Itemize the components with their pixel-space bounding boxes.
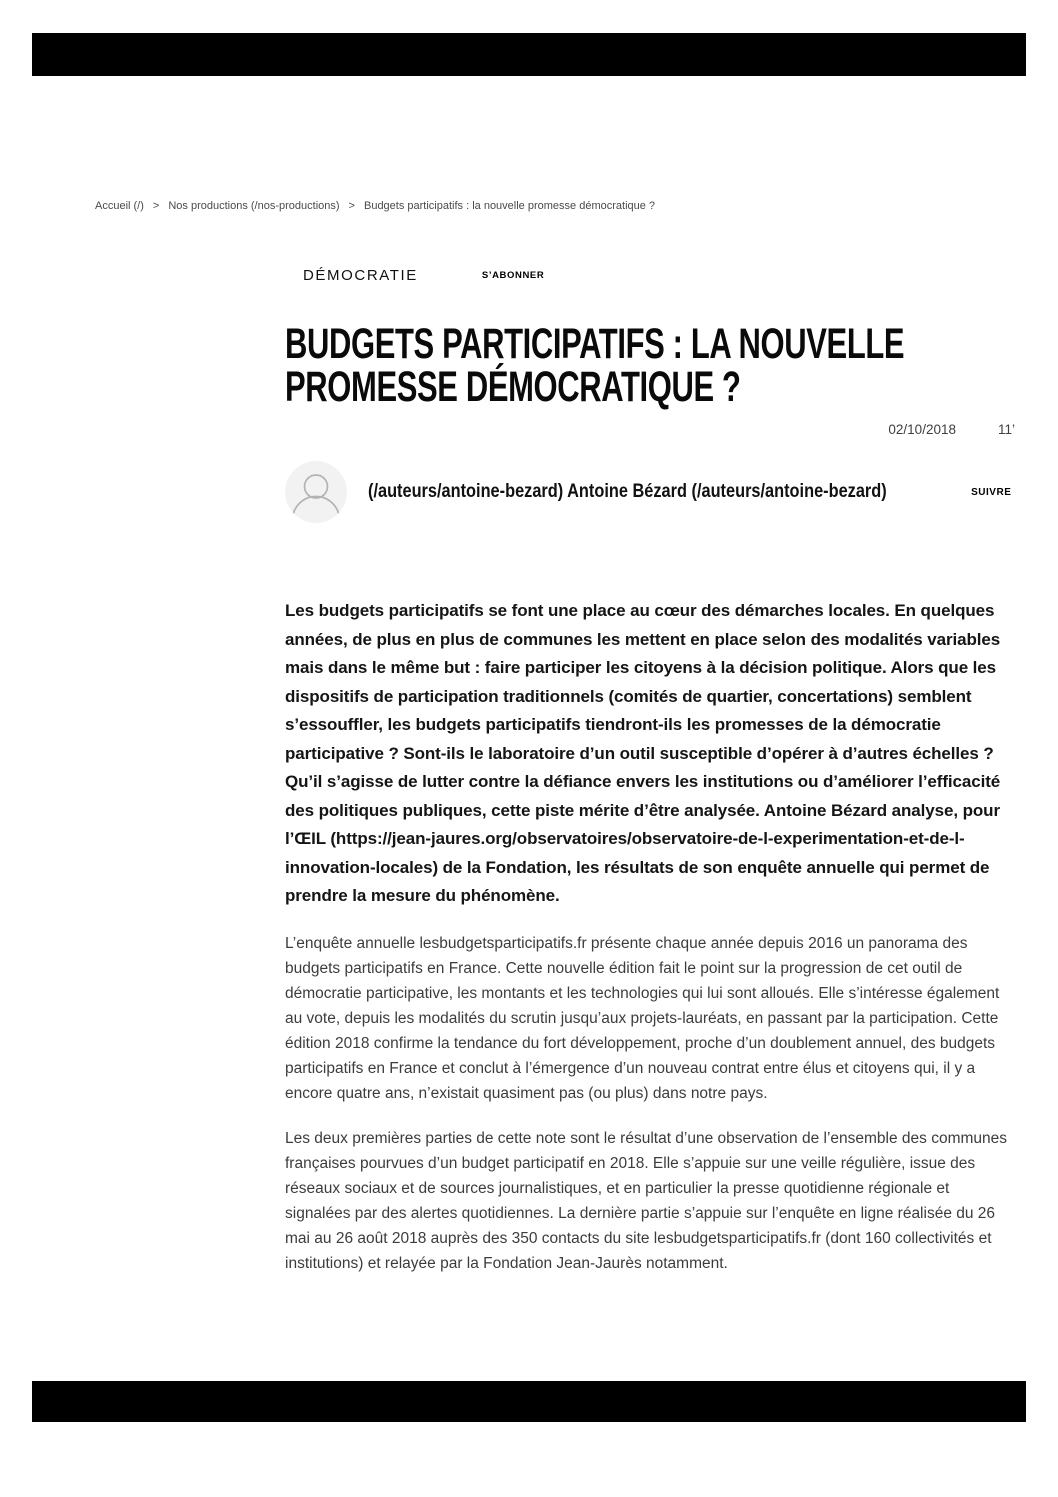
follow-button[interactable]: SUIVRE: [971, 486, 1012, 498]
publish-date: 02/10/2018: [888, 422, 956, 437]
page-title-line-2: PROMESSE DÉMOCRATIQUE ?: [285, 363, 741, 411]
page-title-line-1: BUDGETS PARTICIPATIFS : LA NOUVELLE: [285, 320, 905, 368]
category-label[interactable]: DÉMOCRATIE: [303, 266, 418, 284]
breadcrumb-productions-link[interactable]: Nos productions (/nos-productions): [168, 200, 340, 212]
read-time: 11’: [997, 422, 1015, 437]
body-paragraph-1: L’enquête annuelle lesbudgetsparticipatifs.fr présente chaque année depuis 2016 un panorama des budgets participatifs en France. Cette nouvelle édition fait le point sur la progression de cet outil de démocratie participative, les montants et les technologies qui lui sont alloués. Elle s’intéresse également au vote, depuis les modalités du scrutin jusqu’aux projets-lauréats, en passant par la participation. Cette édition 2018 confirme la tendance du fort développement, proche d’un doublement annuel, des budgets participatifs en France et conclut à l’émergence d’un nouveau contrat entre élus et citoyens qui, il y a encore quatre ans, n’existait quasiment pas (ou plus) dans notre pays.: [285, 934, 1000, 1102]
breadcrumb-separator: >: [348, 200, 355, 212]
person-icon: [285, 461, 347, 523]
top-banner-bar: [32, 33, 1026, 76]
lead-paragraph: Les budgets participatifs se font une place au cœur des démarches locales. En quelques années, de plus en plus de communes les mettent en place selon des modalités variables mais dans le même but : faire participer les citoyens à la décision politique. Alors que les dispositifs de participation traditionnels (comités de quartier, concertations) semblent s’essouffler, les budgets participatifs tiendront-ils les promesses de la démocratie participative ? Sont-ils le laboratoire d’un outil susceptible d’opérer à d’autres échelles ? Qu’il s’agisse de lutter contre la défiance envers les institutions ou d’améliorer l’efficacité des politiques publiques, cette piste mérite d’être analysée. Antoine Bézard analyse, pour l’ŒIL (https://jean-jaures.org/observatoires/observatoire-de-l-experimentation-et-de-l-innovation-locales) de la Fondation, les résultats de son enquête annuelle qui permet de prendre la mesure du phénomène.: [285, 601, 1001, 905]
bottom-banner-bar: [32, 1381, 1026, 1422]
breadcrumb-separator: >: [152, 200, 160, 212]
article-content: [285, 263, 1015, 1291]
breadcrumb-home-link[interactable]: Accueil (/): [95, 200, 144, 212]
author-avatar[interactable]: [285, 461, 347, 523]
body-paragraph-2: Les deux premières parties de cette note sont le résultat d’une observation de l’ensemble des communes françaises pourvues d’un budget participatif en 2018. Elle s’appuie sur une veille régulière, issue des réseaux sociaux et de sources journalistiques, et en particulier la presse quotidienne régionale et signalées par des alertes quotidiennes. La dernière partie s’appuie sur l’enquête en ligne réalisée du 26 mai au 26 août 2018 auprès des 350 contacts du site lesbudgetsparticipatifs.fr (dont 160 collectivités et institutions) et relayée par la Fondation Jean-Jaurès notamment.: [285, 1129, 1008, 1272]
breadcrumb: [95, 200, 655, 212]
breadcrumb-current-page: Budgets participatifs : la nouvelle promesse démocratique ?: [363, 200, 656, 212]
article-meta-row: [285, 422, 1015, 437]
category-row: [285, 263, 1015, 287]
page-title: [285, 320, 1015, 411]
subscribe-button[interactable]: S’ABONNER: [481, 269, 545, 281]
author-row: [285, 461, 1015, 523]
author-link[interactable]: (/auteurs/antoine-bezard) Antoine Bézard (/auteurs/antoine-bezard): [368, 481, 887, 502]
